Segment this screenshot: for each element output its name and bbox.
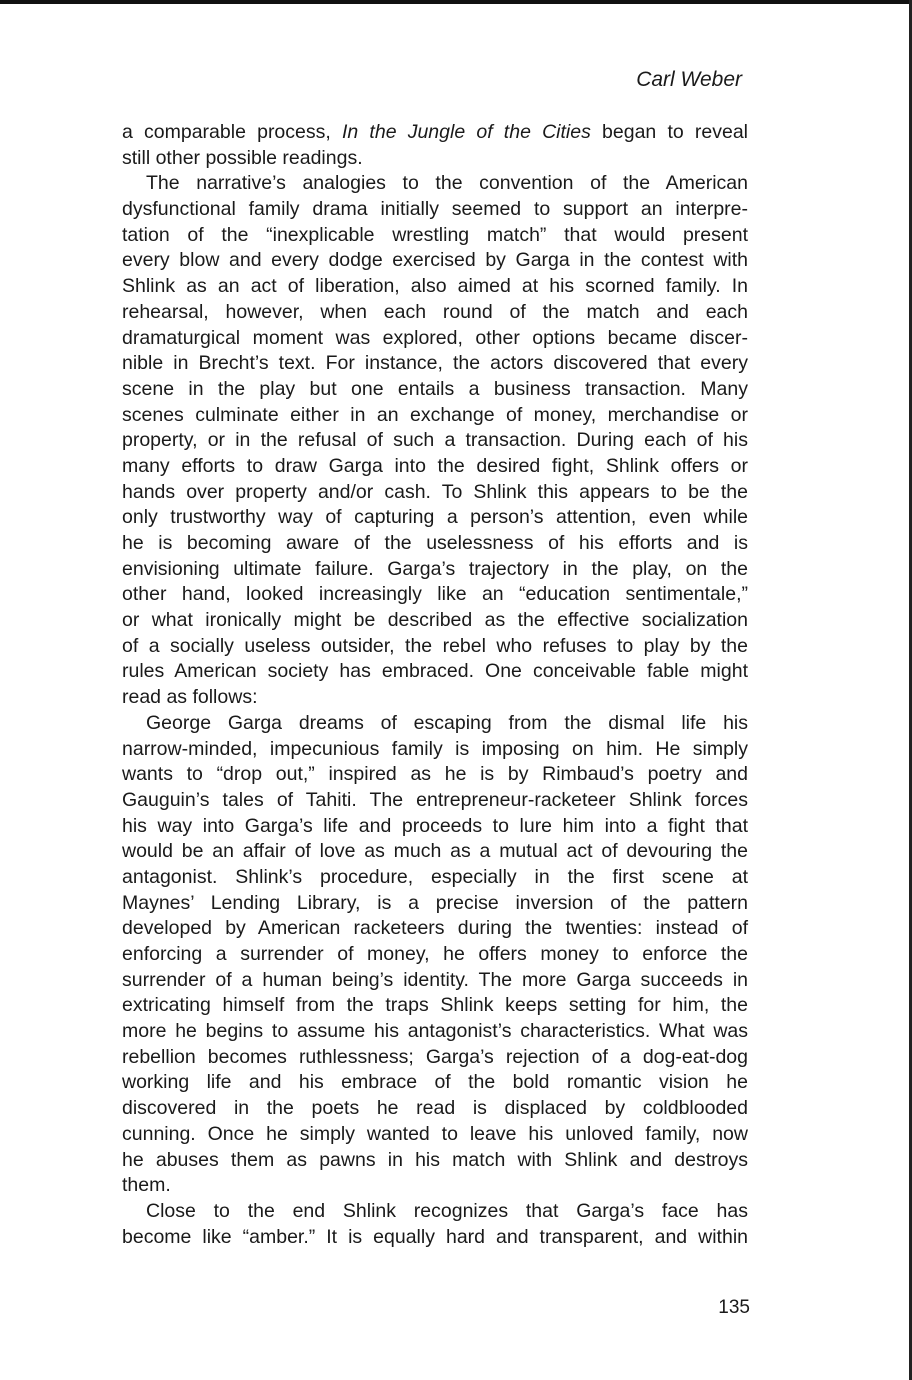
text-segment: still other possible readings.	[122, 146, 363, 169]
text-line	[122, 1019, 748, 1045]
text-line	[122, 659, 748, 685]
text-segment: narrow-minded, impecunious family is imposing on him. He simply	[122, 737, 748, 760]
body-text	[122, 120, 748, 1250]
text-line	[122, 248, 748, 274]
text-segment: he abuses them as pawns in his match with Shlink and destroys	[122, 1148, 748, 1171]
text-segment: scene in the play but one entails a business transaction. Many	[122, 377, 748, 400]
text-segment: them.	[122, 1174, 171, 1197]
text-segment: he is becoming aware of the uselessness of his efforts and is	[122, 532, 748, 554]
text-line	[122, 120, 748, 146]
text-line	[122, 531, 748, 557]
text-line	[122, 351, 748, 377]
text-segment: property, or in the refusal of such a transaction. During each of his	[122, 429, 748, 452]
text-segment: more he begins to assume his antagonist’s characteristics. What was	[122, 1020, 748, 1043]
text-segment: rebellion becomes ruthlessness; Garga’s rejection of a dog-eat-dog	[122, 1045, 748, 1068]
text-line	[122, 814, 748, 840]
text-line	[122, 428, 748, 454]
page-number: 135	[718, 1297, 750, 1318]
text-line	[122, 223, 748, 249]
text-line	[122, 146, 748, 172]
text-line	[122, 968, 748, 994]
text-segment: extricating himself from the traps Shlink keeps setting for him, the	[122, 994, 748, 1017]
text-segment: become like “amber.” It is equally hard and transparent, and within	[122, 1225, 748, 1248]
text-segment: only trustworthy way of capturing a person’s attention, even while	[122, 506, 748, 529]
text-line	[122, 1225, 748, 1251]
text-segment: every blow and every dodge exercised by Garga in the contest with	[122, 249, 748, 272]
running-head: Carl Weber	[636, 68, 742, 91]
text-line	[122, 403, 748, 429]
text-line	[122, 993, 748, 1019]
text-segment: read as follows:	[122, 686, 258, 709]
text-line	[122, 377, 748, 403]
text-segment: George Garga dreams of escaping from the dismal life his	[146, 711, 748, 734]
text-line	[122, 454, 748, 480]
text-line	[122, 274, 748, 300]
text-line	[122, 942, 748, 968]
text-segment: tation of the “inexplicable wrestling match” that would present	[122, 223, 748, 246]
text-line	[122, 711, 748, 737]
text-segment: Close to the end Shlink recognizes that Garga’s face has	[146, 1199, 748, 1222]
text-line	[122, 916, 748, 942]
text-segment: Shlink as an act of liberation, also aimed at his scorned family. In	[122, 275, 748, 298]
text-segment: hands over property and/or cash. To Shlink this appears to be the	[122, 480, 748, 503]
text-line	[122, 788, 748, 814]
text-segment: Maynes’ Lending Library, is a precise inversion of the pattern	[122, 891, 748, 914]
italic-title: In the Jungle of the Cities	[341, 121, 591, 143]
text-segment: developed by American racketeers during the twenties: instead of	[122, 917, 748, 940]
text-segment: working life and his embrace of the bold romantic vision he	[122, 1071, 748, 1094]
text-line	[122, 737, 748, 763]
text-line	[122, 1148, 748, 1174]
text-segment: envisioning ultimate failure. Garga’s trajectory in the play, on the	[122, 557, 748, 580]
text-line	[122, 326, 748, 352]
text-segment: a comparable process,	[122, 121, 342, 143]
text-segment: dramaturgical moment was explored, other options became discer-	[122, 326, 748, 349]
text-line	[122, 685, 748, 711]
text-line	[122, 839, 748, 865]
text-segment: other hand, looked increasingly like an “education sentimentale,”	[122, 583, 748, 606]
text-line	[122, 1045, 748, 1071]
text-line	[122, 891, 748, 917]
text-line	[122, 197, 748, 223]
text-segment: of a socially useless outsider, the rebel who refuses to play by the	[122, 634, 748, 657]
text-segment: began to reveal	[590, 121, 748, 143]
text-line	[122, 1070, 748, 1096]
text-segment: antagonist. Shlink’s procedure, especially in the first scene at	[122, 865, 748, 888]
text-line	[122, 634, 748, 660]
text-segment: scenes culminate either in an exchange of money, merchandise or	[122, 403, 748, 426]
text-segment: wants to “drop out,” inspired as he is by Rimbaud’s poetry and	[122, 763, 748, 786]
text-segment: rules American society has embraced. One conceivable fable might	[122, 660, 748, 683]
text-line	[122, 1173, 748, 1199]
text-line	[122, 1199, 748, 1225]
text-segment: nible in Brecht’s text. For instance, the actors discovered that every	[122, 352, 748, 375]
text-segment: many efforts to draw Garga into the desired fight, Shlink offers or	[122, 454, 748, 477]
text-segment: dysfunctional family drama initially seemed to support an interpre-	[122, 198, 748, 221]
text-line	[122, 608, 748, 634]
text-line	[122, 505, 748, 531]
text-segment: enforcing a surrender of money, he offers money to enforce the	[122, 943, 748, 965]
text-line	[122, 1096, 748, 1122]
text-segment: The narrative’s analogies to the convention of the American	[146, 172, 748, 195]
text-line	[122, 480, 748, 506]
text-segment: would be an affair of love as much as a mutual act of devouring the	[122, 840, 748, 863]
text-segment: discovered in the poets he read is displaced by coldblooded	[122, 1097, 748, 1120]
text-line	[122, 171, 748, 197]
text-segment: cunning. Once he simply wanted to leave his unloved family, now	[122, 1122, 748, 1145]
text-line	[122, 300, 748, 326]
text-segment: his way into Garga’s life and proceeds to lure him into a fight that	[122, 814, 748, 837]
text-segment: or what ironically might be described as the effective socialization	[122, 609, 748, 632]
text-line	[122, 1122, 748, 1148]
text-line	[122, 582, 748, 608]
text-line	[122, 557, 748, 583]
text-segment: Gauguin’s tales of Tahiti. The entrepreneur-racketeer Shlink forces	[122, 788, 748, 811]
text-line	[122, 762, 748, 788]
text-segment: surrender of a human being’s identity. The more Garga succeeds in	[122, 968, 748, 991]
text-segment: rehearsal, however, when each round of the match and each	[122, 300, 748, 323]
text-line	[122, 865, 748, 891]
